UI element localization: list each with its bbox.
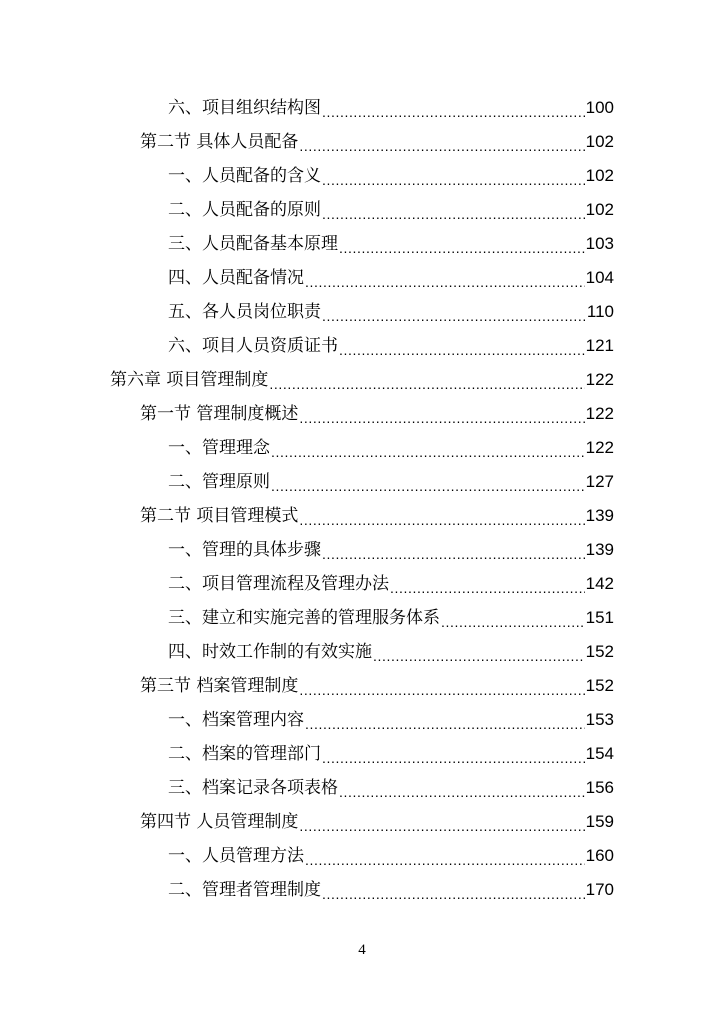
toc-entry-title: 三、人员配备基本原理 [168, 234, 338, 254]
dot-leader [372, 635, 585, 669]
dot-leader [321, 91, 585, 125]
dot-leader [321, 159, 585, 193]
toc-entry[interactable] [140, 125, 614, 159]
toc-entry-page: 153 [585, 710, 614, 729]
toc-entry-page: 122 [585, 370, 614, 389]
toc-entry-title: 六、项目人员资质证书 [168, 336, 338, 356]
toc-entry-page: 102 [585, 132, 614, 151]
toc-entry-page: 170 [585, 880, 614, 899]
toc-entry-page: 102 [585, 166, 614, 185]
toc-entry[interactable] [168, 227, 614, 261]
toc-entry[interactable] [168, 295, 614, 329]
toc-entry[interactable] [168, 635, 614, 669]
toc-entry-title: 第二节 项目管理模式 [140, 506, 299, 526]
dot-leader [298, 125, 584, 159]
dot-leader [338, 771, 585, 805]
toc-entry[interactable] [168, 771, 614, 805]
toc-entry-page: 102 [585, 200, 614, 219]
toc-entry[interactable] [168, 703, 614, 737]
dot-leader [389, 567, 585, 601]
toc-entry[interactable] [140, 499, 614, 533]
toc-entry-title: 第二节 具体人员配备 [140, 132, 299, 152]
dot-leader [298, 805, 584, 839]
toc-entry-page: 100 [585, 98, 614, 117]
toc-entry[interactable] [168, 533, 614, 567]
toc-entry[interactable] [168, 465, 614, 499]
toc-entry[interactable] [168, 567, 614, 601]
toc-entry-page: 139 [585, 540, 614, 559]
dot-leader [304, 261, 585, 295]
dot-leader [298, 397, 584, 431]
toc-entry-page: 142 [585, 574, 614, 593]
toc-entry-title: 三、档案记录各项表格 [168, 778, 338, 798]
toc-entry-title: 二、项目管理流程及管理办法 [168, 574, 389, 594]
toc-entry-page: 110 [586, 302, 614, 321]
toc-entry-page: 151 [585, 608, 614, 627]
toc-entry-title: 二、管理者管理制度 [168, 880, 321, 900]
toc-entry-page: 103 [585, 234, 614, 253]
dot-leader [321, 873, 585, 907]
toc-entry-title: 第一节 管理制度概述 [140, 404, 299, 424]
toc-entry-title: 四、人员配备情况 [168, 268, 304, 288]
toc-entry[interactable] [168, 91, 614, 125]
toc-entry[interactable] [140, 805, 614, 839]
toc-entry-title: 一、管理理念 [168, 438, 270, 458]
toc-entry-title: 第四节 人员管理制度 [140, 812, 299, 832]
toc-entry-page: 154 [585, 744, 614, 763]
dot-leader [298, 669, 584, 703]
toc-entry-title: 一、管理的具体步骤 [168, 540, 321, 560]
toc-entry[interactable] [168, 873, 614, 907]
dot-leader [304, 839, 585, 873]
toc-entry-page: 159 [585, 812, 614, 831]
dot-leader [321, 533, 585, 567]
toc-entry[interactable] [110, 363, 614, 397]
toc-entry-page: 121 [585, 336, 614, 355]
toc-entry-title: 六、项目组织结构图 [168, 98, 321, 118]
dot-leader [268, 363, 584, 397]
dot-leader [338, 329, 585, 363]
toc-entry-title: 三、建立和实施完善的管理服务体系 [168, 608, 440, 628]
toc-entry[interactable] [168, 839, 614, 873]
toc-entry-title: 五、各人员岗位职责 [168, 302, 321, 322]
toc-entry-page: 104 [585, 268, 614, 287]
toc-entry-page: 139 [585, 506, 614, 525]
dot-leader [298, 499, 584, 533]
toc-entry-page: 122 [585, 438, 614, 457]
toc-entry[interactable] [140, 397, 614, 431]
toc-entry-title: 一、人员配备的含义 [168, 166, 321, 186]
toc-entry-title: 第六章 项目管理制度 [110, 370, 269, 390]
toc-entry[interactable] [168, 431, 614, 465]
toc-entry-page: 122 [585, 404, 614, 423]
toc-entry-page: 152 [585, 676, 614, 695]
toc-entry[interactable] [168, 193, 614, 227]
toc-entry-title: 二、人员配备的原则 [168, 200, 321, 220]
dot-leader [270, 465, 585, 499]
page-number: 4 [358, 942, 366, 958]
dot-leader [304, 703, 585, 737]
toc-entry[interactable] [140, 669, 614, 703]
toc-entry-title: 第三节 档案管理制度 [140, 676, 299, 696]
toc-entry-title: 二、管理原则 [168, 472, 270, 492]
toc-entry[interactable] [168, 159, 614, 193]
dot-leader [321, 737, 585, 771]
toc-entry-title: 二、档案的管理部门 [168, 744, 321, 764]
toc-entry-page: 156 [585, 778, 614, 797]
toc-entry-page: 160 [585, 846, 614, 865]
toc-entry-title: 四、时效工作制的有效实施 [168, 642, 372, 662]
dot-leader [440, 601, 585, 635]
dot-leader [321, 193, 585, 227]
toc-entry[interactable] [168, 329, 614, 363]
toc-entry[interactable] [168, 601, 614, 635]
toc-entry[interactable] [168, 261, 614, 295]
dot-leader [270, 431, 585, 465]
dot-leader [321, 295, 586, 329]
toc-entry[interactable] [168, 737, 614, 771]
toc-entry-title: 一、档案管理内容 [168, 710, 304, 730]
toc-entry-title: 一、人员管理方法 [168, 846, 304, 866]
dot-leader [338, 227, 585, 261]
toc-entry-page: 152 [585, 642, 614, 661]
toc-entry-page: 127 [585, 472, 614, 491]
